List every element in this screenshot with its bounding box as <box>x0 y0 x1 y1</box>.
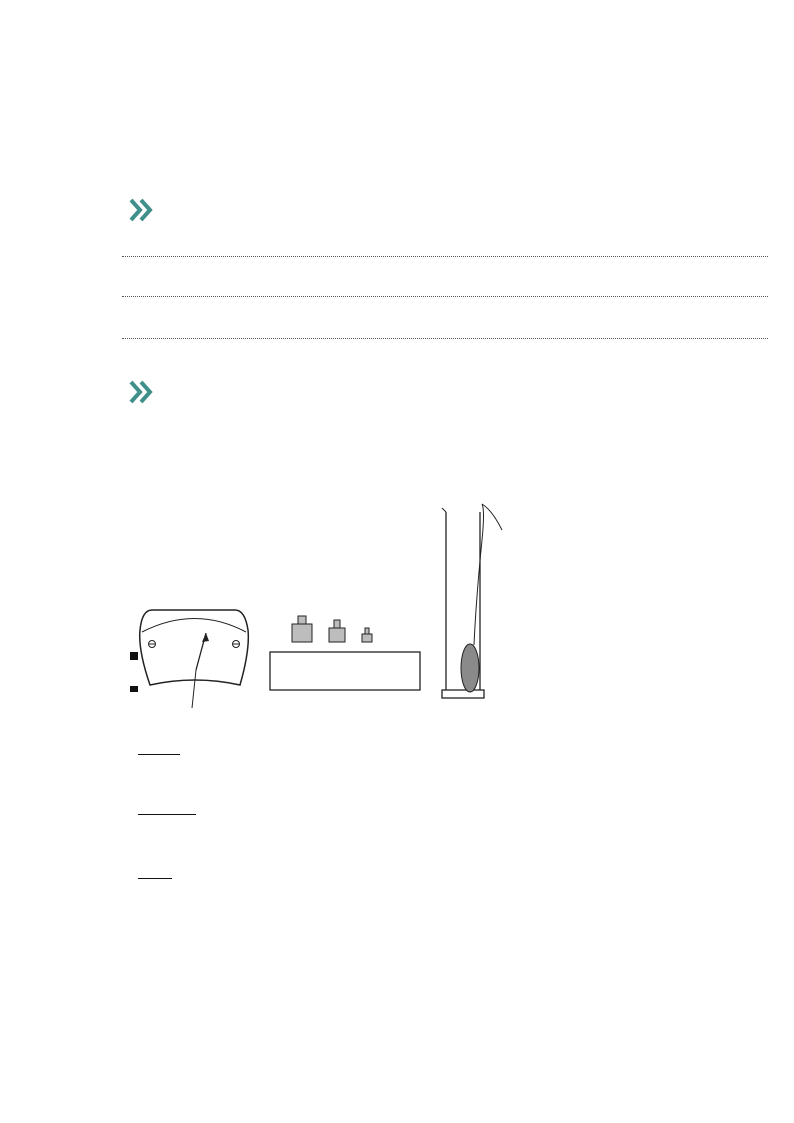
double-chevron-icon <box>128 378 156 406</box>
question-part-3 <box>138 856 678 890</box>
balance-dial <box>140 610 249 708</box>
toc-entry-2[interactable] <box>120 296 770 300</box>
toc-leader <box>122 256 768 257</box>
part1-answer-blank <box>138 754 180 755</box>
part3-answer-blank <box>138 878 172 879</box>
toc-entry-3[interactable] <box>120 338 770 342</box>
weight-50g <box>329 620 345 642</box>
question-part-2 <box>138 796 678 826</box>
experiment-figure <box>130 500 530 730</box>
rider-top <box>130 652 138 660</box>
metal-block <box>461 644 479 692</box>
part2-answer-blank <box>138 814 196 815</box>
section-banner-preview <box>128 194 162 226</box>
double-chevron-icon <box>128 196 156 224</box>
balance-ruler <box>130 652 420 692</box>
weight-100g <box>292 616 312 642</box>
graduated-cylinder <box>442 504 502 698</box>
toc-leader <box>122 296 768 297</box>
toc-leader <box>122 338 768 339</box>
rider-bottom <box>130 686 138 692</box>
question-part-1 <box>138 736 678 766</box>
weight-5g <box>362 628 372 642</box>
toc-entry-1[interactable] <box>120 256 770 260</box>
section-banner-training <box>128 376 162 408</box>
